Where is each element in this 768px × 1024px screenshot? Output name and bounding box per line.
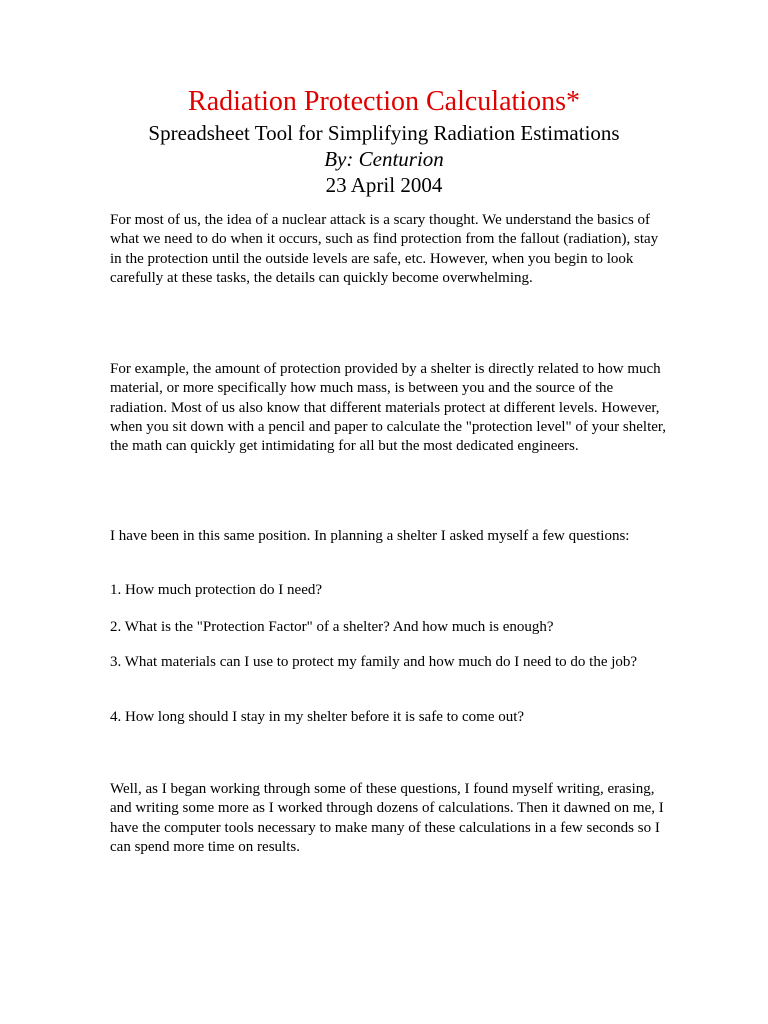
question-3: 3. What materials can I use to protect my family and how much do I need to do the job? (110, 654, 638, 670)
conclusion-paragraph: Well, as I began working through some of these questions, I found myself writing, erasing, and writing some more as I worked through dozens of calculations. Then it dawned on me, I have the computer tools necessary to make many of these calculations in a few seconds so I can spend more time on results. (110, 781, 664, 855)
position-paragraph: I have been in this same position. In planning a shelter I asked myself a few questions: (110, 528, 630, 544)
document-subtitle: Spreadsheet Tool for Simplifying Radiation Estimations (148, 121, 620, 145)
document-byline: By: Centurion (324, 147, 444, 171)
document-title: Radiation Protection Calculations* (188, 86, 580, 117)
question-1: 1. How much protection do I need? (110, 582, 323, 598)
document-date: 23 April 2004 (325, 173, 443, 197)
question-2: 2. What is the "Protection Factor" of a shelter? And how much is enough? (110, 619, 554, 635)
question-4: 4. How long should I stay in my shelter before it is safe to come out? (110, 709, 525, 725)
intro-paragraph: For most of us, the idea of a nuclear attack is a scary thought. We understand the basics of what we need to do when it occurs, such as find protection from the fallout (radiation), stay in the protection until the outside levels are safe, etc. However, when you begin to look carefully at these tasks, the details can quickly become overwhelming. (110, 212, 659, 286)
example-paragraph: For example, the amount of protection provided by a shelter is directly related to how much material, or more specifically how much mass, is between you and the source of the radiation. Most of us also know that different materials protect at different levels. However, when you sit down with a pencil and paper to calculate the "protection level" of your shelter, the math can quickly get intimidating for all but the most dedicated engineers. (110, 361, 667, 455)
